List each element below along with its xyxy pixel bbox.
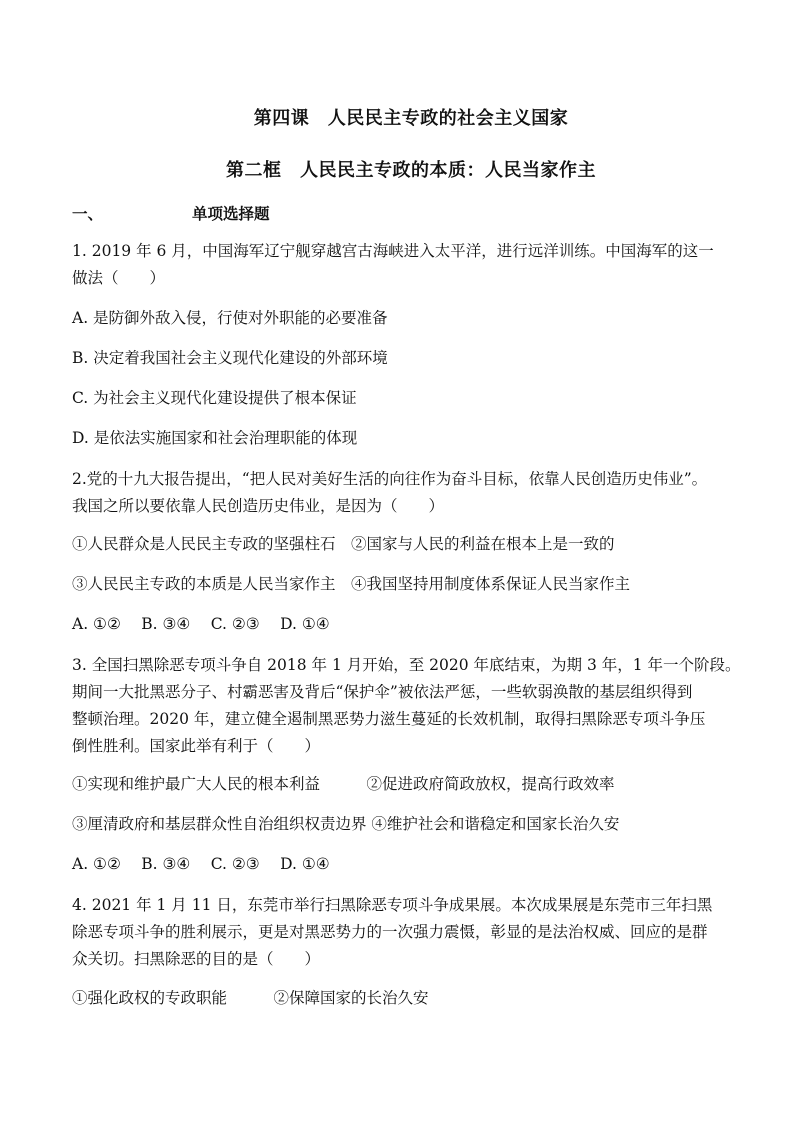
question-1	[72, 238, 732, 292]
question-stem-line: 1. 2019 年 6 月，中国海军辽宁舰穿越宫古海峡进入太平洋，进行远洋训练。中国海军的这一	[72, 242, 714, 260]
answer-choices: A. ①② B. ③④ C. ②③ D. ①④	[72, 615, 330, 633]
question-stem-line: 3. 全国扫黑除恶专项斗争自 2018 年 1 月开始，至 2020 年底结束，为期 3 年，1 年一个阶段。	[72, 656, 741, 674]
question-stem-line: 4. 2021 年 1 月 11 日，东莞市举行扫黑除恶专项斗争成果展。本次成果展是东莞市三年扫黑	[72, 896, 713, 914]
question-stem-line: 做法（ ）	[72, 269, 166, 287]
option-a: A. 是防御外敌入侵，行使对外职能的必要准备	[72, 309, 388, 327]
section-title: 第二框 人民民主专政的本质：人民当家作主	[226, 160, 596, 181]
statement-line: ①实现和维护最广大人民的根本利益 ②促进政府简政放权，提高行政效率	[72, 775, 615, 793]
part-number: 一、	[72, 204, 104, 223]
statement-line: ③厘清政府和基层群众性自治组织权责边界 ④维护社会和谐稳定和国家长治久安	[72, 815, 620, 833]
question-stem-line: 倒性胜利。国家此举有利于（ ）	[72, 737, 321, 755]
question-stem-line: 2.党的十九大报告提出，“把人民对美好生活的向往作为奋斗目标，依靠人民创造历史伟业”。	[72, 470, 708, 488]
statement-line: ①人民群众是人民民主专政的坚强柱石 ②国家与人民的利益在根本上是一致的	[72, 535, 615, 553]
question-stem-line: 期间一大批黑恶分子、村霸恶害及背后“保护伞”被依法严惩，一些软弱涣散的基层组织得到	[72, 683, 693, 701]
statement-line: ①强化政权的专政职能 ②保障国家的长治久安	[72, 989, 429, 1007]
question-2	[72, 466, 732, 520]
question-4	[72, 892, 732, 973]
option-b: B. 决定着我国社会主义现代化建设的外部环境	[72, 349, 388, 367]
part-name: 单项选择题	[192, 204, 270, 223]
question-stem-line: 我国之所以要依靠人民创造历史伟业，是因为（ ）	[72, 497, 445, 515]
lesson-title: 第四课 人民民主专政的社会主义国家	[253, 108, 569, 129]
part-heading	[72, 202, 270, 224]
question-3	[72, 652, 741, 760]
question-stem-line: 除恶专项斗争的胜利展示，更是对黑恶势力的一次强力震慑，彰显的是法治权威、回应的是群	[72, 923, 708, 941]
option-d: D. 是依法实施国家和社会治理职能的体现	[72, 429, 358, 447]
answer-choices: A. ①② B. ③④ C. ②③ D. ①④	[72, 855, 330, 873]
statement-line: ③人民民主专政的本质是人民当家作主 ④我国坚持用制度体系保证人民当家作主	[72, 575, 631, 593]
question-stem-line: 众关切。扫黑除恶的目的是（ ）	[72, 950, 321, 968]
question-stem-line: 整顿治理。2020 年，建立健全遏制黑恶势力滋生蔓延的长效机制，取得扫黑除恶专项斗争压	[72, 710, 706, 728]
option-c: C. 为社会主义现代化建设提供了根本保证	[72, 389, 357, 407]
